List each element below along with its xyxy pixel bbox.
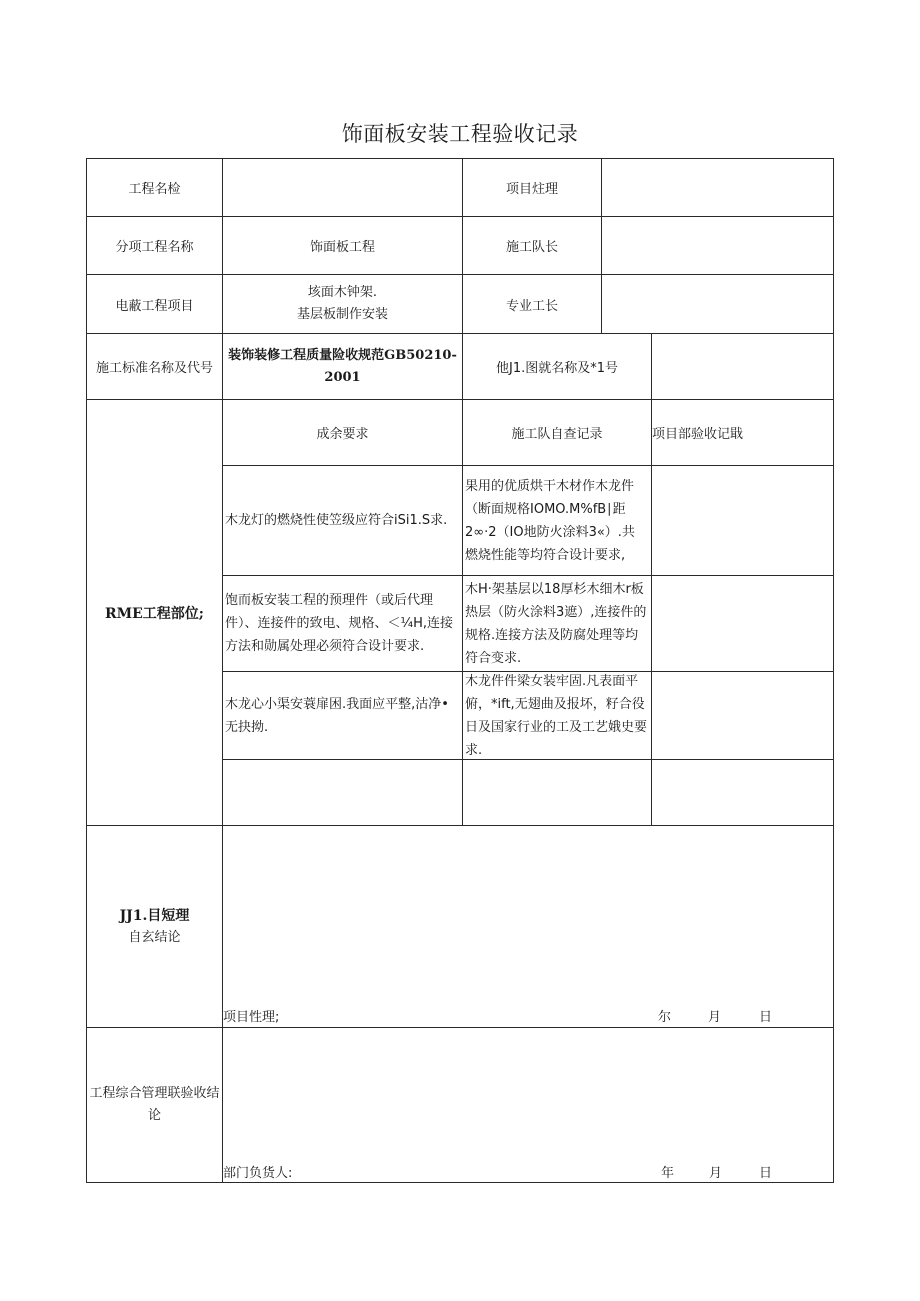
pm-date-year: 尔 xyxy=(658,1010,672,1025)
dept-conclusion-area[interactable] xyxy=(222,1027,834,1183)
dept-conclusion-label-line2: 论 xyxy=(147,1108,161,1123)
inspection-item-value xyxy=(222,274,463,334)
acceptance-cell[interactable] xyxy=(651,575,834,672)
pm-conclusion-label-line1: JJ1.目短理 xyxy=(119,907,190,924)
col-requirements-header: 成余要求 xyxy=(222,399,463,466)
pm-conclusion-label xyxy=(86,825,223,1028)
drawing-value[interactable] xyxy=(651,333,834,400)
dept-conclusion-label xyxy=(86,1027,223,1183)
self-check-cell: 木H·架基层以18厚杉木细木r板热层（防火涂料3遮）,连接件的规格.连接方法及防腐处理等均符合变求. xyxy=(462,575,652,672)
requirement-cell: 木龙心小渠安蓑扉困.我面应平整,沽净•无抉拗. xyxy=(222,671,463,760)
subproject-label: 分项工程名称 xyxy=(86,216,223,275)
check-section-label: RME工程部位; xyxy=(86,399,223,826)
self-check-cell[interactable] xyxy=(462,759,652,826)
inspection-item-label: 电蔽工程项目 xyxy=(86,274,223,334)
dept-conclusion-label-line1: 工程综合管理联验收结 xyxy=(89,1086,220,1101)
inspection-item-line2: 基层板制作安装 xyxy=(296,307,388,322)
pm-sign-label: 项目性理; xyxy=(223,1010,280,1025)
standard-value-line2: 2001 xyxy=(324,369,361,385)
dept-sign-label: 部门负货人: xyxy=(223,1166,293,1181)
self-check-cell: 果用的优质烘干木材作木龙件（断面规格IOMO.M%fB∣距2∞·2（IO地防火涂料3«）.共燃烧性能等均符合设计要求, xyxy=(462,465,652,576)
project-manager-label: 项目炷理 xyxy=(462,158,602,217)
self-check-cell: 木龙件件梁女装牢固.凡表面平俯，*ift,无翅曲及报坏，籽合役日及国家行业的工及工艺娥史要求. xyxy=(462,671,652,760)
requirement-cell[interactable] xyxy=(222,759,463,826)
pm-conclusion-area[interactable] xyxy=(222,825,834,1028)
acceptance-cell[interactable] xyxy=(651,465,834,576)
pm-date-day: 日 xyxy=(759,1010,773,1025)
pm-date-month: 月 xyxy=(708,1010,722,1025)
dept-date-month: 月 xyxy=(709,1166,723,1181)
acceptance-cell[interactable] xyxy=(651,759,834,826)
form-title: 饰面板安装工程验收记录 xyxy=(341,122,579,146)
col-self-check-header: 施工队自查记录 xyxy=(462,399,652,466)
inspection-item-line1: 垓面木钟架. xyxy=(307,285,378,300)
team-leader-label: 施工队长 xyxy=(462,216,602,275)
col-acceptance-header: 项目部验收记戢 xyxy=(651,399,834,466)
project-manager-value[interactable] xyxy=(601,158,834,217)
project-name-value[interactable] xyxy=(222,158,463,217)
requirement-cell: 木龙灯的燃烧性使笠级应符合iSi1.S求. xyxy=(222,465,463,576)
team-leader-value[interactable] xyxy=(601,216,834,275)
requirement-cell: 饱而板安装工程的预理件（或后代理件）、连接件的致电、规格、＜¼H,连接方法和勋属处理必须符合设计要求. xyxy=(222,575,463,672)
drawing-label: 他J1.图就名称及*1号 xyxy=(462,333,652,400)
dept-date-day: 日 xyxy=(759,1166,773,1181)
project-name-label: 工程名检 xyxy=(86,158,223,217)
standard-label: 施工标准名称及代号 xyxy=(86,333,223,400)
standard-value-line1: 装饰装修工程质量险收规范GB50210- xyxy=(228,347,457,363)
specialist-value[interactable] xyxy=(601,274,834,334)
pm-conclusion-label-line2: 自玄结论 xyxy=(128,929,181,945)
dept-date-year: 年 xyxy=(661,1166,675,1181)
specialist-label: 专业工长 xyxy=(462,274,602,334)
standard-value xyxy=(222,333,463,400)
subproject-value: 饰面板工程 xyxy=(222,216,463,275)
acceptance-cell[interactable] xyxy=(651,671,834,760)
